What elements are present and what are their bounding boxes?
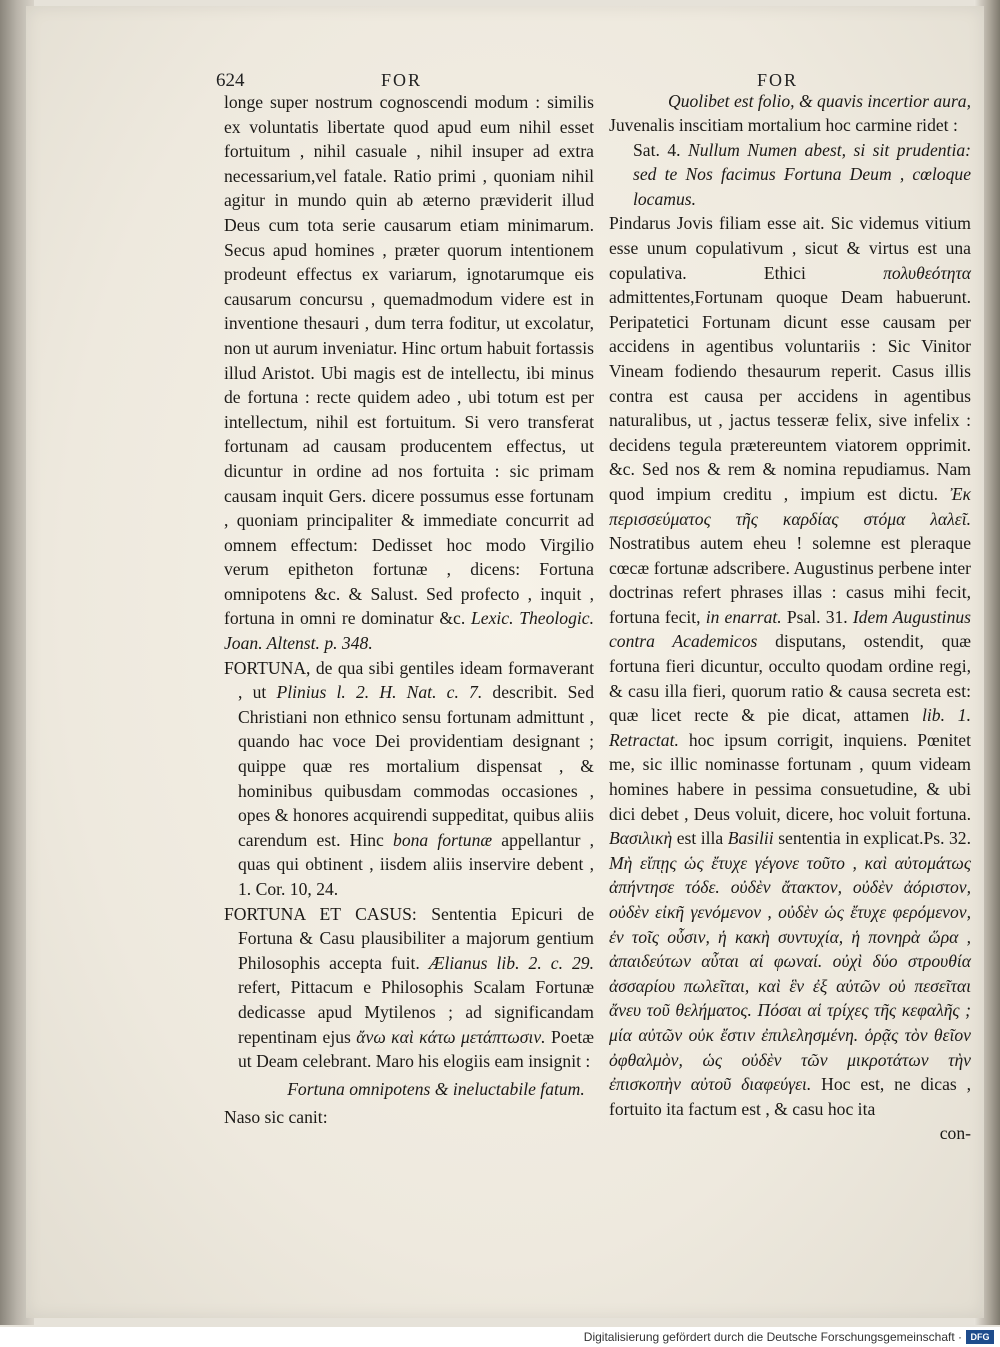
term-bona-fortunae: bona fortunæ: [393, 829, 493, 850]
running-head-left: FOR: [381, 70, 423, 90]
left-column: [224, 90, 594, 1129]
greek-phrase: ἄνω καὶ κάτω μετάπτωσιν.: [356, 1026, 546, 1047]
book-page: [26, 6, 984, 1318]
paragraph-main: Pindarus Jovis filiam esse ait. Sic videmus vitium esse unum copulativum , sicut & virtus est una copulativa. Ethici πολυθεότητα admittentes,Fortunam quoque Deam habuerunt. Peripatetici Fortunam dicunt esse causam per accidens in agentibus voluntariis : Sic Vinitor Vineam fodiendo thesaurum reperit. Casus illis contra est causa per accidens in agentibus naturalibus, ut , jactus tesseræ felix, sive infelix : decidens tegula prætereuntem viatorem opprimit. &c. Sed nos & rem & nomina repudiamus. Nam quod impium creditu , impium est dictu. Ἐκ περισσεύματος τῆς καρδίας στόμα λαλεῖ. Nostratibus autem eheu ! solemne est pleraque cœcæ fortunæ adscribere. Augustinus perbene inter doctrinas refert phrases illas : casus mihi fecit, fortuna fecit, in enarrat. Psal. 31. Idem Augustinus contra Academicos disputans, ostendit, quæ fortuna fieri dicuntur, occulto quodam ordine regi, & casu illa fieri, quorum ratio & causa secreta est: quæ licet recte & pie dicat, attamen lib. 1. Retractat. hoc ipsum corrigit, inquiens. Pœnitet me, sic illic nominasse fortunam , quum videam homines habere in pessima consuetudine, & ubi dici debet , Deus voluit, dicere, hoc voluit fortuna. Βασιλικὴ est illa Basilii sententia in explicat.Ps. 32. Μὴ εἴπῃς ὡς ἔτυχε γέγονε τοῦτο , καὶ αὐτομάτως ἀπήντησε τόδε. οὐδὲν ἄτακτον, οὐδὲν ἀόριστον, οὐδὲν εἰκῆ γενόμενον , οὐδὲν ὡς ἔτυχε φερόμενον, ἐν τοῖς οὖσιν, ἡ κακὴ συντυχία, ἡ πονηρὰ ὥρα , ἀπαιδεύτων αὗται αἱ φωναί. οὐχὶ δύο στρουθία ἀσσαρίου πωλεῖται, καὶ ἓν ἐξ αὐτῶν οὐ πεσεῖται ἄνευ τοῦ θελήματος. Πόσαι αἱ τρίχες τῆς κεφαλῆς ; μία αὐτῶν οὐκ ἔστιν ἐπιλελησμένη. ὁρᾷς τὸν θεῖον ὀφθαλμὸν, ὡς οὐδὲν τῶν μικροτάτων τὴν ἐπισκοπὴν αὐτοῦ διαφεύγει. Hoc est, ne dicas , fortuito ita factum est , & casu hoc ita: [609, 213, 972, 1119]
greek-passage: Μὴ εἴπῃς ὡς ἔτυχε γέγονε τοῦτο , καὶ αὐτομάτως ἀπήντησε τόδε. οὐδὲν ἄτακτον, οὐδὲν ἀόριστον, οὐδὲν εἰκῆ γενόμενον , οὐδὲν ὡς ἔτυχε φερόμενον, ἐν τοῖς οὖσιν, ἡ κακὴ συντυχία, ἡ πονηρὰ ὥρα , ἀπαιδεύτων αὗται αἱ φωναί. οὐχὶ δύο στρουθία ἀσσαρίου πωλεῖται, καὶ ἓν ἐξ αὐτῶν οὐ πεσεῖται ἄνευ τοῦ θελήματος. Πόσαι αἱ τρίχες τῆς κεφαλῆς ; μία αὐτῶν οὐκ ἔστιν ἐπιλελησμένη. ὁρᾷς τὸν θεῖον ὀφθαλμὸν, ὡς οὐδὲν τῶν μικροτάτων τὴν ἐπισκοπὴν αὐτοῦ διαφεύγει.: [609, 852, 971, 1095]
footer-bar: [0, 1327, 1000, 1347]
running-head-right: FOR: [757, 70, 799, 90]
right-column: [609, 90, 971, 1146]
dfg-logo: DFG: [966, 1330, 994, 1344]
greek-polytheoteta: πολυθεότητα: [883, 262, 971, 283]
reference-retractat: lib. 1. Retractat.: [609, 705, 971, 750]
reference-lexicon: Lexic. Theologic. Joan. Altenst. p. 348.: [224, 608, 594, 654]
entry-head-casus: FORTUNA ET CASUS: [224, 903, 412, 924]
paragraph-continuation: longe super nostrum cognoscendi modum : similis ex voluntatis libertate quod apud eum nihil esset fortuitum , nihil casuale , nihil insuper ad extra necessarium,vel fatale. Ratio primi , quoniam nihil agitur in mundo quin ab æterno præviderit illud Deus cum tota serie causarum etiam minimarum. Secus apud homines , præter quorum intentionem prodeunt effectus ex variarum, ignotarumque eis causarum concursu , quemadmodum videre est in inventione thesauri , dum terra foditur, ut excolatur, non ut aurum inveniatur. Hinc ortum habuit fortassis illud Aristot. Ubi magis est de intellectu, ibi minus de fortuna : recte quidem adeo , ubi totum est per intellectum, nihil est fortuitum. Si vero transferat fortunam ad causam producentem effectus, ut dicuntur in ordine ad nos fortuita : sic primam causam inquit Gers. dicere possumus esse fortunam , quoniam principaliter & immediate concurrit ad omnem effectum: Dedisset hoc modo Virgilio verum epitheton fortunæ , dicens: Fortuna omnipotens &c. & Salust. Sed profecto , inquit , fortuna in omni re dominatur &c. Lexic. Theologic. Joan. Altenst. p. 348.: [224, 92, 594, 654]
naso-line: Naso sic canit:: [224, 1106, 328, 1127]
entry-head-fortuna: FORTUNA: [224, 657, 307, 678]
greek-ek-perisseumatos: Ἐκ περισσεύματος τῆς καρδίας στόμα λαλεῖ.: [609, 483, 971, 529]
reference-plinius: Plinius l. 2. H. Nat. c. 7.: [276, 682, 483, 703]
catchword: con-: [939, 1123, 971, 1144]
reference-augustinus: Idem Augustinus contra Academicos: [609, 606, 972, 652]
funding-notice: Digitalisierung gefördert durch die Deutsche Forschungsgemeinschaft ·: [583, 1330, 962, 1344]
reference-enarrat: in enarrat.: [705, 606, 782, 627]
reference-basilii: Basilii: [727, 828, 774, 849]
paragraph-juvenal: Juvenalis inscitiam mortalium hoc carmine ridet :: [609, 115, 958, 135]
satire-label: Sat. 4.: [633, 139, 681, 160]
reference-aelianus: Ælianus lib. 2. c. 29.: [428, 952, 594, 973]
page-number: 624: [216, 70, 245, 91]
greek-basiliki: Βασιλικὴ: [609, 828, 673, 849]
entry-fortuna: FORTUNA, de qua sibi gentiles ideam formaverant , ut Plinius l. 2. H. Nat. c. 7. describit. Sed Christiani non ethnico sensu fortunam admittunt , quando hac voce Dei providentiam designant ; quippe quæ res mortalium dispensat , & hominibus quibusdam commodas occasiones , opes & honores acquirendi suppeditat, quibus aliis carendum est. Hinc bona fortunæ appellantur , quas qui obtinent , iisdem aliis inservire debent , 1. Cor. 10, 24.: [224, 657, 594, 899]
quote-maro: Fortuna omnipotens & ineluctabile fatum.: [287, 1078, 585, 1099]
quote-naso: Quolibet est folio, & quavis incertior aura,: [668, 91, 971, 111]
entry-fortuna-et-casus: FORTUNA ET CASUS: Sententia Epicuri de Fortuna & Casu plausibiliter a majorum gentium Philosophis accepta fuit. Ælianus lib. 2. c. 29. refert, Pittacum e Philosophis Scalam Fortunæ dedicasse apud Mytilenos ; ad significandam repentinam ejus ἄνω καὶ κάτω μετάπτωσιν. Poetæ ut Deam celebrant. Maro his elogiis eam insignit :: [224, 903, 594, 1072]
quote-juvenal: Sat. 4. Nullum Numen abest, si sit prudentia: sed te Nos facimus Fortuna Deum , cœloque locamus.: [633, 139, 971, 209]
